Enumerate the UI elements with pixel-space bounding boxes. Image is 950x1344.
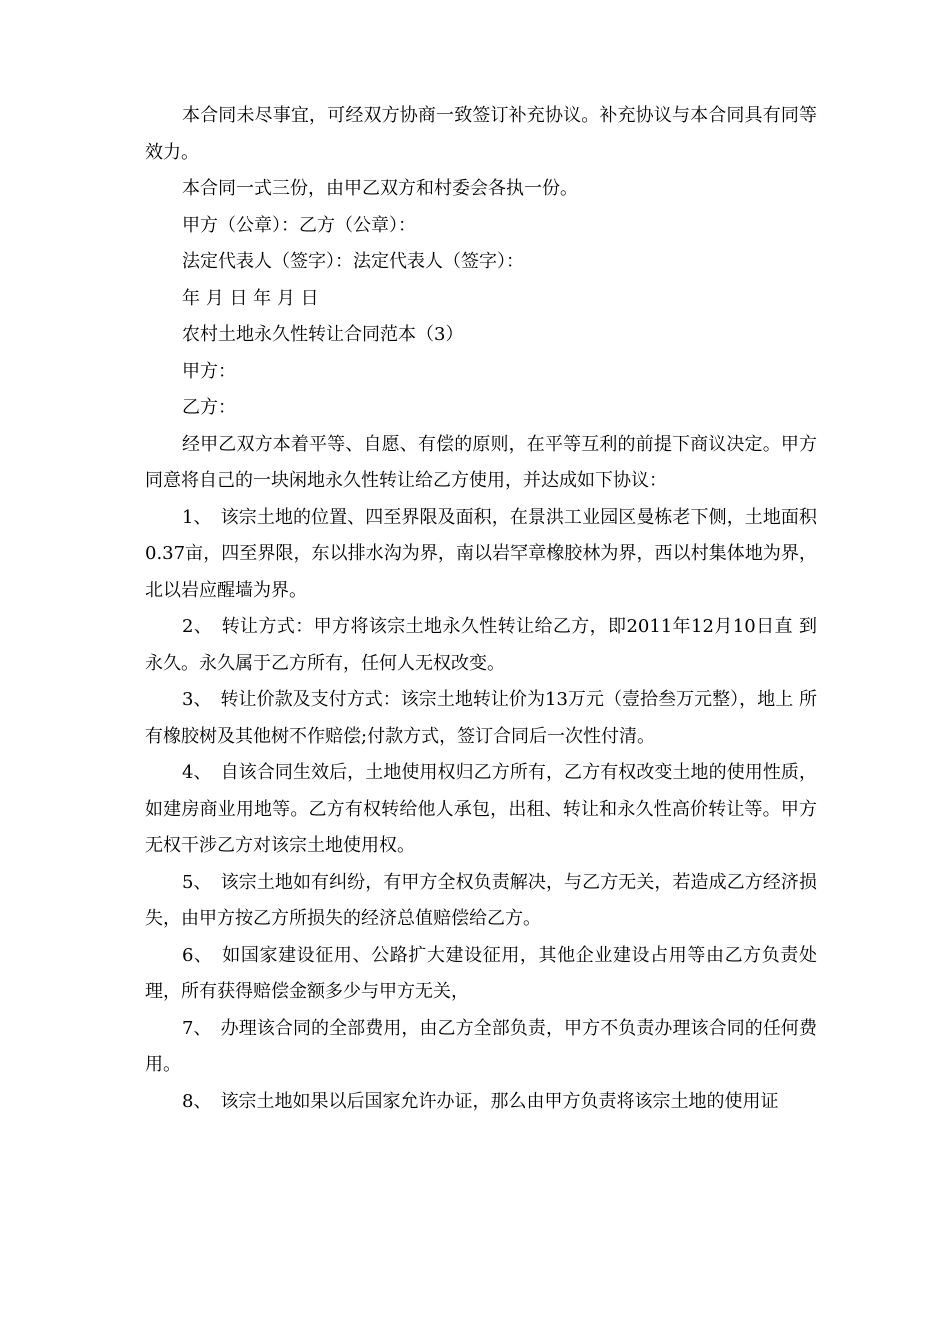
- section-title: 农村土地永久性转让合同范本（3）: [182, 324, 464, 345]
- clause-5: 5、 该宗土地如有纠纷，有甲方全权负责解决，与乙方无关，若造成乙方经济损失，由甲方按乙方所损失的经济总值赔偿给乙方。: [145, 871, 817, 929]
- clause-2: 2、 转让方式：甲方将该宗土地永久性转让给乙方，即2011年12月10日直 到永久。永久属于乙方所有，任何人无权改变。: [145, 616, 817, 674]
- clause-3: 3、 转让价款及支付方式：该宗土地转让价为13万元（壹拾叁万元整），地上 所有橡胶树及其他树不作赔偿;付款方式，签订合同后一次性付清。: [145, 689, 817, 747]
- clause-6: 6、 如国家建设征用、公路扩大建设征用，其他企业建设占用等由乙方负责处理，所有获得赔偿金额多少与甲方无关，: [145, 944, 817, 1002]
- party-a-line: 甲方：: [182, 360, 236, 382]
- paragraph-copies: 本合同一式三份，由甲乙双方和村委会各执一份。: [182, 178, 578, 199]
- clause-7: 7、 办理该合同的全部费用，由乙方全部负责，甲方不负责办理该合同的任何费用。: [145, 1017, 817, 1075]
- party-b-line: 乙方：: [182, 397, 236, 418]
- clause-4: 4、 自该合同生效后，土地使用权归乙方所有，乙方有权改变土地的使用性质，如建房商业用地等。乙方有权转给他人承包，出租、转让和永久性高价转让等。甲方无权干涉乙方对该宗土地使用权。: [145, 762, 817, 856]
- clause-8: 8、 该宗土地如果以后国家允许办证，那么由甲方负责将该宗土地的使用证: [182, 1090, 779, 1112]
- document-body: [145, 98, 817, 1120]
- paragraph-preamble: 经甲乙双方本着平等、自愿、有偿的原则，在平等互利的前提下商议决定。甲方同意将自己的一块闲地永久性转让给乙方使用，并达成如下协议：: [145, 433, 817, 491]
- clause-1: 1、 该宗土地的位置、四至界限及面积，在景洪工业园区曼栋老下侧，土地面积0.37亩，四至界限，东以排水沟为界，南以岩罕章橡胶林为界，西以村集体地为界，北以岩应醒墙为界。: [145, 506, 817, 601]
- paragraph-signatures: 法定代表人（签字）：法定代表人（签字）：: [182, 251, 524, 272]
- paragraph-seals: 甲方（公章）：乙方（公章）：: [182, 214, 416, 236]
- paragraph-supplementary-agreement: 本合同未尽事宜，可经双方协商一致签订补充协议。补充协议与本合同具有同等效力。: [145, 105, 817, 163]
- paragraph-dates: 年 月 日 年 月 日: [182, 287, 319, 309]
